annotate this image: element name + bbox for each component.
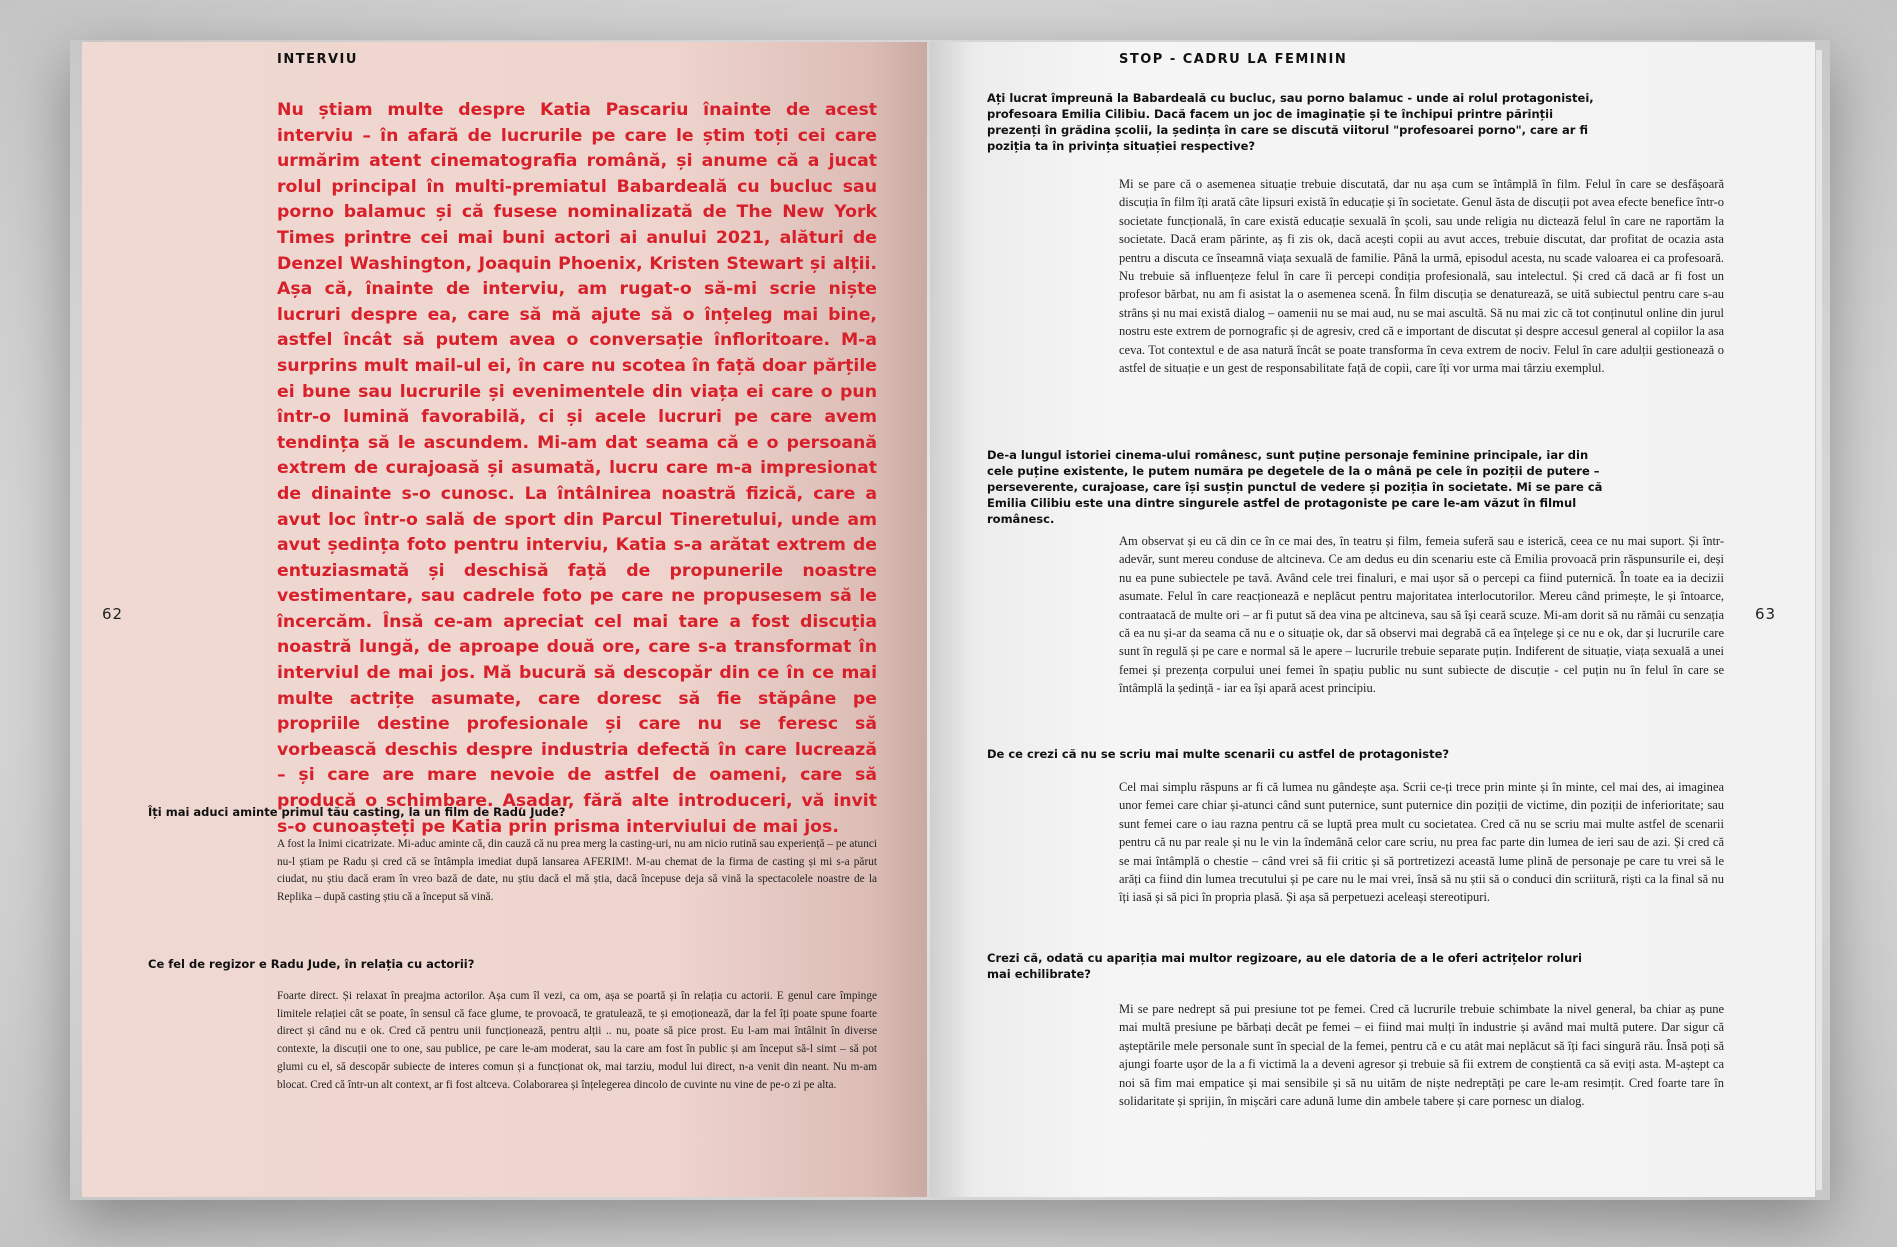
page-edge: [1815, 50, 1822, 1190]
right-running-head: STOP - CADRU LA FEMININ: [1119, 52, 1348, 67]
right-answer-4: Mi se pare nedrept să pui presiune tot pe femei. Cred că lucrurile trebuie schimbate la nivel general, ba chiar aș pune mai multă presiune pe bărbați decât pe femei – ei fiind mai mulți în industrie și având mai multă putere. Dar sigur că așteptările mele personale sunt în special de la femei, pentru că e cu atât mai neplăcut să îți faci singură rău. Însă poți să ajungi foarte ușor de la a fi victimă la a deveni agresor și trebuie să fii extrem de conștientă ca să eviți asta. M-aștept ca noi să fim mai empatice și mai sensibile și să nu uităm de niște nedreptăți pe care le-am resimțit. Cred foarte tare în solidaritate și sprijin, în mișcări care adună lume din ambele tabere și care pornesc un dialog.: [1119, 1002, 1724, 1109]
right-page-number: 63: [1755, 605, 1777, 623]
left-question-2: Ce fel de regizor e Radu Jude, în relația cu actorii?: [148, 957, 475, 971]
right-question-1: Ați lucrat împreună la Babardeală cu bucluc, sau porno balamuc - unde ai rolul protagonistei, profesoara Emilia Cilibiu. Dacă facem un joc de imaginație și te închipui printre părinții prezenți în grădina școlii, la ședința în care se discută viitorul "profesoarei porno", care ar fi poziția ta în privința situației respective?: [987, 91, 1594, 153]
right-question-4: Crezi că, odată cu apariția mai multor regizoare, au ele datoria de a le oferi actrițelor roluri mai echilibrate?: [987, 951, 1582, 981]
left-running-head: INTERVIU: [277, 52, 358, 67]
right-question-3: De ce crezi că nu se scriu mai multe scenarii cu astfel de protagoniste?: [987, 747, 1450, 761]
left-page-number: 62: [102, 605, 124, 623]
right-page: [930, 42, 1815, 1197]
left-page: [82, 42, 927, 1197]
right-question-2: De-a lungul istoriei cinema-ului românesc, sunt puține personaje feminine principale, iar din cele puține existente, le putem număra pe degetele de la o mână pe cele în poziții de putere – perseverente, curajoase, care își susțin punctul de vedere și poziția în societate. Mi se pare că Emilia Cilibiu este una dintre singurele astfel de protagoniste pe care le-am văzut în filmul românesc.: [987, 448, 1603, 526]
left-question-1: Îți mai aduci aminte primul tău casting, la un film de Radu Jude?: [148, 805, 566, 819]
left-answer-2: Foarte direct. Și relaxat în preajma actorilor. Așa cum îl vezi, ca om, așa se poartă și în relația cu actorii. E genul care împinge limitele relației cât se poate, în sensul că face glume, te provoacă, te gratulează, te și emoționează, dar la fel îți poate spune foarte direct și când nu e ok. Cred că pentru unii funcționează, pentru alții .. nu, poate să pice prost. Eu l-am mai întâlnit în diverse contexte, la discuții one to one, sau publice, pe care le-am moderat, sau la care am fost în public și am început să-l simt – să pot glumi cu el, să descopăr subiecte de interes comun și a funcționat ok, mai tarziu, modul lui direct, n-a venit din neant. Nu m-am blocat. Cred că într-un alt context, ar fi fost altceva. Colaborarea și înțelegerea dincolo de cuvinte nu vine de pe-o zi pe alta.: [277, 990, 877, 1091]
intro-paragraph: Nu știam multe despre Katia Pascariu înainte de acest interviu – în afară de lucrurile pe care le știm toți cei care urmărim atent cinematografia română, și anume că a jucat rolul principal în multi-premiatul Babardeală cu bucluc sau porno balamuc și că fusese nominalizată de The New York Times printre cei mai buni actori ai anului 2021, alături de Denzel Washington, Joaquin Phoenix, Kristen Stewart și alții. Așa că, înainte de interviu, am rugat-o să-mi scrie niște lucruri despre ea, care să mă ajute să o înțeleg mai bine, astfel încât să putem avea o conversație înfloritoare. M-a surprins mult mail-ul ei, în care nu scotea în față doar părțile ei bune sau lucrurile și evenimentele din viața ei care o pun într-o lumină favorabilă, ci și acele lucruri pe care avem tendința să le ascundem. Mi-am dat seama că e o persoană extrem de curajoasă și asumată, lucru care m-a impresionat de dinainte s-o cunosc. La întâlnirea noastră fizică, care a avut loc într-o sală de sport din Parcul Tineretului, unde am avut ședința foto pentru interviu, Katia s-a arătat extrem de entuziasmată și deschisă față de propunerile noastre vestimentare, sau cadrele foto pe care ne propusesem să le încercăm. Însă ce-am apreciat cel mai tare a fost discuția noastră lungă, de aproape două ore, care s-a transformat în interviul de mai jos. Mă bucură să descopăr din ce în ce mai multe actrițe asumate, care doresc să fie stăpâne pe propriile destine profesionale și care nu se feresc să vorbească deschis despre industria defectă în care lucrează – și care are mare nevoie de astfel de oameni, care să producă o schimbare. Așadar, fără alte introduceri, vă invit s-o cunoașteți pe Katia prin prisma interviului de mai jos.: [277, 100, 877, 837]
right-answer-2: Am observat și eu că din ce în ce mai des, în teatru și film, femeia suferă sau e isterică, ceea ce nu mai suport. Și într-adevăr, sunt mereu conduse de altcineva. Ce am dedus eu din scenariu este că Emilia provoacă prin răspunsurile ei, deși nu ea pune subiectele pe tavă. Având cele trei finaluri, e mai ușor să o percepi ca fiind puternică. În toate ea ia decizii asumate. Felul în care reacționează e neplăcut pentru majoritatea interlocutorilor. Mereu când primește, le și întoarce, contraatacă de multe ori – ar fi putut să dea vina pe altcineva, sau să își ceară scuze. Mi-am dorit să nu rămâi cu senzația că ea nu și-ar da seama că nu e o situație ok, dar să observi mai degrabă că ea înțelege și ce nu e ok, dar și lucrurile care sunt în regulă și pe care e normal să le apere – lucrurile trebuie separate puțin. Indiferent de situație, viața sexuală a unei femei și prezența corpului unei femei în spațiu public nu sunt subiecte de discuție - cel puțin nu în felul în care se întâmplă la ședință - iar ea își apară acest principiu.: [1119, 534, 1724, 696]
right-answer-3: Cel mai simplu răspuns ar fi că lumea nu gândește așa. Scrii ce-ți trece prin minte și în minte, cel mai des, ai imaginea unor femei care chiar și-atunci când sunt puternice, sunt puternice din poziții de victime, din poziții de inferioritate; sau sunt femei care o iau razna pentru că se luptă prea mult cu societatea. Cred că nu se scriu mai multe astfel de scenarii pentru că nu par reale și nu le vin la îndemână celor care scriu, nu prea fac parte din lumea de ieri sau de azi. Și cred că se mai întâmplă o chestie – când vrei să fii critic și să portretizezi această lume plină de personaje pe care tu vrei să le arăți ca fiind din lumea trecutului și pe care nu le mai vrei, însă să nu știi să o conduci din scriitură, riști ca la final să nu îți iasă și să pici în propria plasă. Și așa să perpetuezi aceleași stereotipuri.: [1119, 780, 1724, 905]
right-answer-1: Mi se pare că o asemenea situație trebuie discutată, dar nu așa cum se întâmplă în film. Felul în care se desfășoară discuția în film îți arată câte lipsuri există în educație și în societate. Genul ăsta de discuții pot avea efecte benefice într-o societate funcțională, în care există educație sexuală în școli, sau unde religia nu dictează felul în care ne raportăm la societate. Dacă eram părinte, aș fi zis ok, dacă acești copii au avut acces, trebuie discutat, dar profitat de ocazia asta pentru a discuta ce înseamnă viața sexuală de familie. Până la urmă, episodul acesta, nu scade valoarea ei ca profesoară. Nu trebuie să influențeze felul în care îi percepi condiția profesională, sau intelectul. Și cred că dacă ar fi fost un profesor bărbat, nu am fi asistat la o asemenea scenă. În film discuția se denaturează, se uită subiectul pentru care s-au strâns și nu mai există dialog – oamenii nu se mai aud, nu se mai ascultă. Să nu mai zic că tot conținutul online din jurul nostru este extrem de pornografic și de agresiv, cred că e important de discutat și despre accesul general al copiilor la asa ceva. Tot contextul e de asa natură încât se poate transforma în ceva extrem de nociv. Felul în care adulții gestionează o astfel de situație e un gest de responsabilitate față de copii, care îți vor urma mai târziu exemplul.: [1119, 177, 1724, 376]
left-answer-1: A fost la Inimi cicatrizate. Mi-aduc aminte că, din cauză că nu prea merg la casting-uri, nu am nicio rutină sau experiență – pe atunci nu-l știam pe Radu și cred că se întâmpla imediat după lansarea AFERIM!. M-au chemat de la firma de casting și mi s-a părut ciudat, nu știu dacă eram în vreo bază de date, nu știu dacă el mă știa, dacă începuse deja să vină la spectacolele noastre de la Replika – după casting știu că a început să vină.: [277, 838, 877, 904]
